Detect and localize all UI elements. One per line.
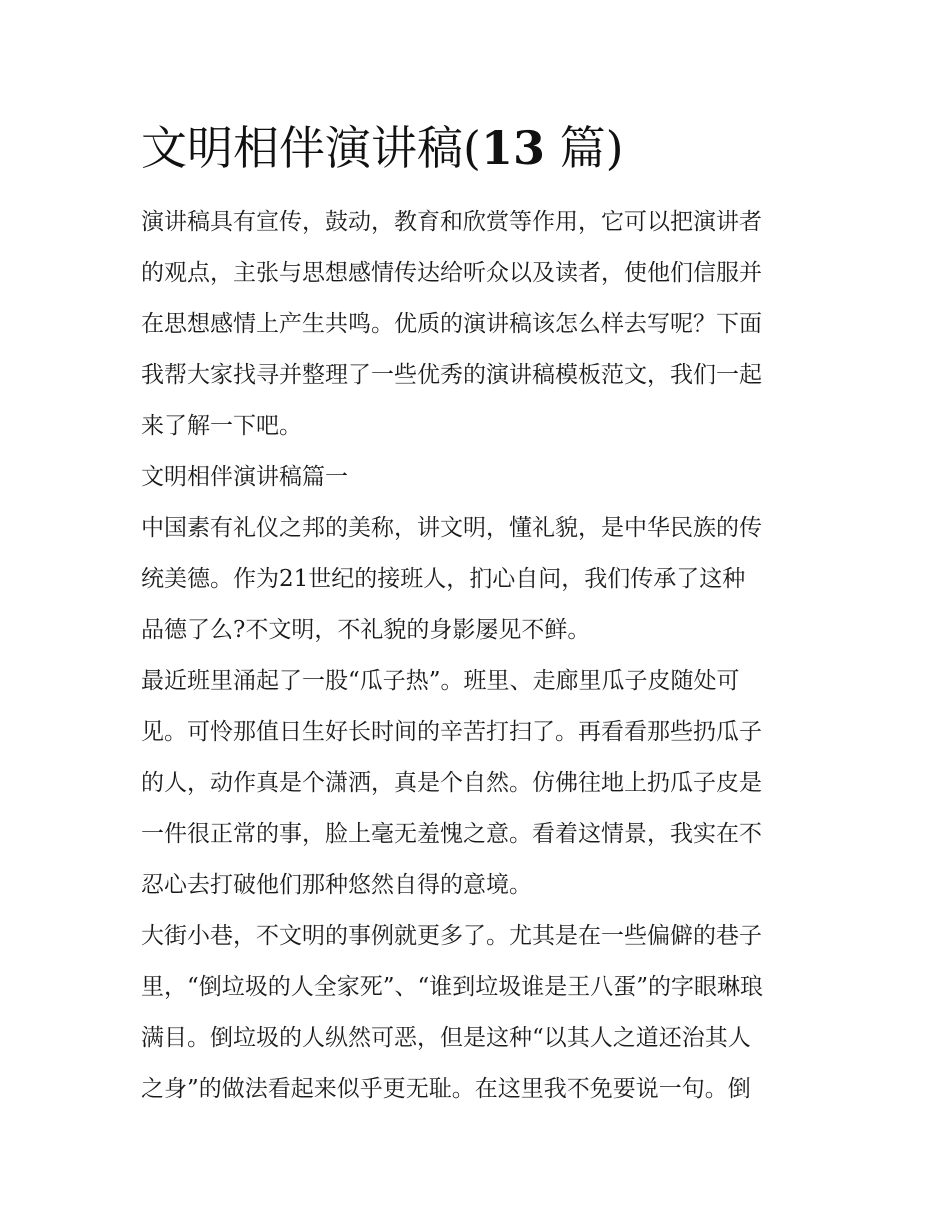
title-suffix: 篇) (559, 121, 624, 175)
text-line: 之身”的做法看起来似乎更无耻。在这里我不免要说一句。倒 (141, 1076, 751, 1102)
page-title (141, 118, 624, 178)
intro-paragraph (141, 197, 813, 452)
text-line: 来了解一下吧。 (141, 413, 302, 439)
paragraph-sunflower-seeds (141, 656, 813, 911)
paragraph-civility (141, 503, 813, 656)
section-heading (141, 452, 813, 503)
title-number: 13 (480, 121, 545, 175)
text-line: 见。可怜那值日生好长时间的辛苦打扫了。再看看那些扔瓜子 (141, 719, 762, 745)
text-line: 文明相伴演讲稿篇一 (141, 464, 348, 490)
text-line: 品德了么?不文明，不礼貌的身影屡见不鲜。 (141, 617, 591, 643)
text-line: 里，“倒垃圾的人全家死”、“谁到垃圾谁是王八蛋”的字眼琳琅 (141, 974, 764, 1000)
text-line: 忍心去打破他们那种悠然自得的意境。 (141, 872, 532, 898)
text-line: 满目。倒垃圾的人纵然可恶，但是这种“以其人之道还治其人 (141, 1025, 751, 1051)
text-line: 我帮大家找寻并整理了一些优秀的演讲稿模板范文，我们一起 (141, 362, 762, 388)
text-line: 统美德。作为21世纪的接班人，扪心自问，我们传承了这种 (141, 566, 746, 592)
text-line: 最近班里涌起了一股“瓜子热”。班里、走廊里瓜子皮随处可 (141, 668, 740, 694)
text-line: 中国素有礼仪之邦的美称，讲文明，懂礼貌，是中华民族的传 (141, 515, 762, 541)
text-line: 的观点，主张与思想感情传达给听众以及读者，使他们信服并 (141, 260, 762, 286)
title-prefix: 文明相伴演讲稿( (141, 121, 481, 175)
text-line: 演讲稿具有宣传，鼓动，教育和欣赏等作用，它可以把演讲者 (141, 209, 762, 235)
paragraph-streets (141, 911, 813, 1115)
document-body (141, 197, 813, 1115)
text-line: 一件很正常的事，脸上毫无羞愧之意。看着这情景，我实在不 (141, 821, 762, 847)
text-line: 的人，动作真是个潇洒，真是个自然。仿佛往地上扔瓜子皮是 (141, 770, 762, 796)
text-line: 在思想感情上产生共鸣。优质的演讲稿该怎么样去写呢？下面 (141, 311, 762, 337)
text-line: 大街小巷，不文明的事例就更多了。尤其是在一些偏僻的巷子 (141, 923, 762, 949)
